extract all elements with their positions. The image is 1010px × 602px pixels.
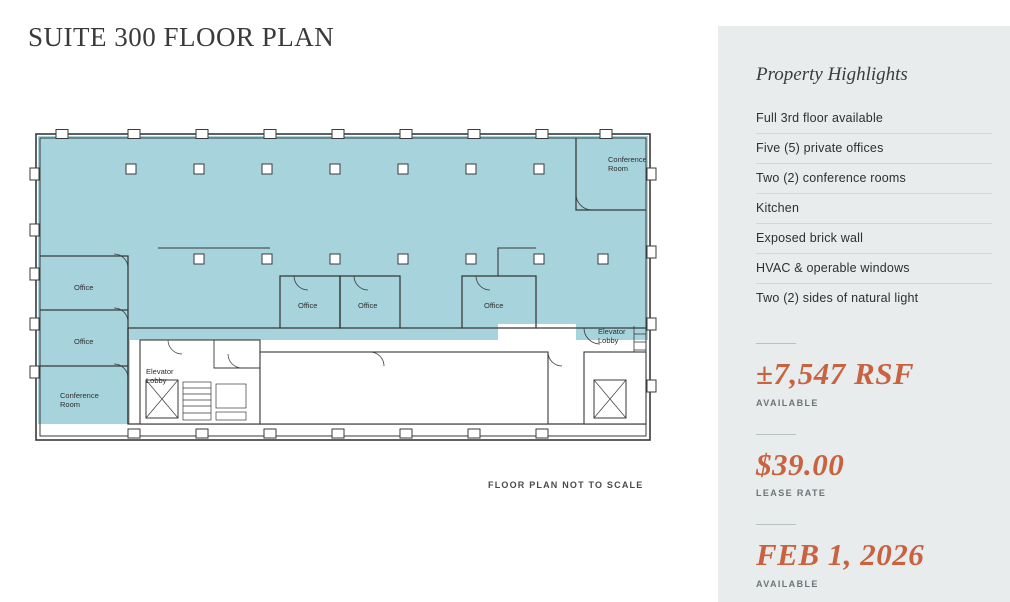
stat-label: LEASE RATE xyxy=(756,488,827,499)
label-office-c-1: Office xyxy=(298,301,318,310)
list-item: Five (5) private offices xyxy=(756,134,992,164)
highlights-list xyxy=(756,104,992,313)
stat-value: FEB 1, 2026 xyxy=(756,537,925,573)
property-highlights-panel xyxy=(718,26,1010,602)
label-conference-room-ne: Conference Room xyxy=(608,155,647,173)
divider xyxy=(756,343,796,344)
stat-value: $39.00 xyxy=(756,446,845,482)
label-elevator-lobby-east: Elevator Lobby xyxy=(598,327,626,345)
label-office-c-3: Office xyxy=(484,301,504,310)
list-item: Two (2) sides of natural light xyxy=(756,291,919,305)
highlights-title: Property Highlights xyxy=(756,64,908,85)
not-to-scale-note: FLOOR PLAN NOT TO SCALE xyxy=(488,480,644,490)
label-conference-room-sw: Conference Room xyxy=(60,391,99,409)
stat-available-rsf xyxy=(756,343,992,408)
list-item: Full 3rd floor available xyxy=(756,104,992,134)
divider xyxy=(756,524,796,525)
list-item: HVAC & operable windows xyxy=(756,254,992,284)
stat-lease-rate xyxy=(756,434,992,499)
floor-plan-drawing xyxy=(28,128,662,448)
divider xyxy=(756,434,796,435)
page-title: SUITE 300 FLOOR PLAN xyxy=(28,22,335,52)
stat-availability-date xyxy=(756,524,992,589)
list-item: Kitchen xyxy=(756,194,992,224)
stat-label: AVAILABLE xyxy=(756,578,819,589)
stat-value: ±7,547 RSF xyxy=(756,356,915,391)
list-item: Two (2) conference rooms xyxy=(756,164,992,194)
floor-plan-svg xyxy=(28,128,662,448)
label-office-w-1: Office xyxy=(74,283,94,292)
label-office-c-2: Office xyxy=(358,301,378,310)
list-item: Exposed brick wall xyxy=(756,224,992,254)
stat-label: AVAILABLE xyxy=(756,397,819,408)
label-office-w-2: Office xyxy=(74,337,94,346)
label-elevator-lobby-west: Elevator Lobby xyxy=(146,367,174,385)
